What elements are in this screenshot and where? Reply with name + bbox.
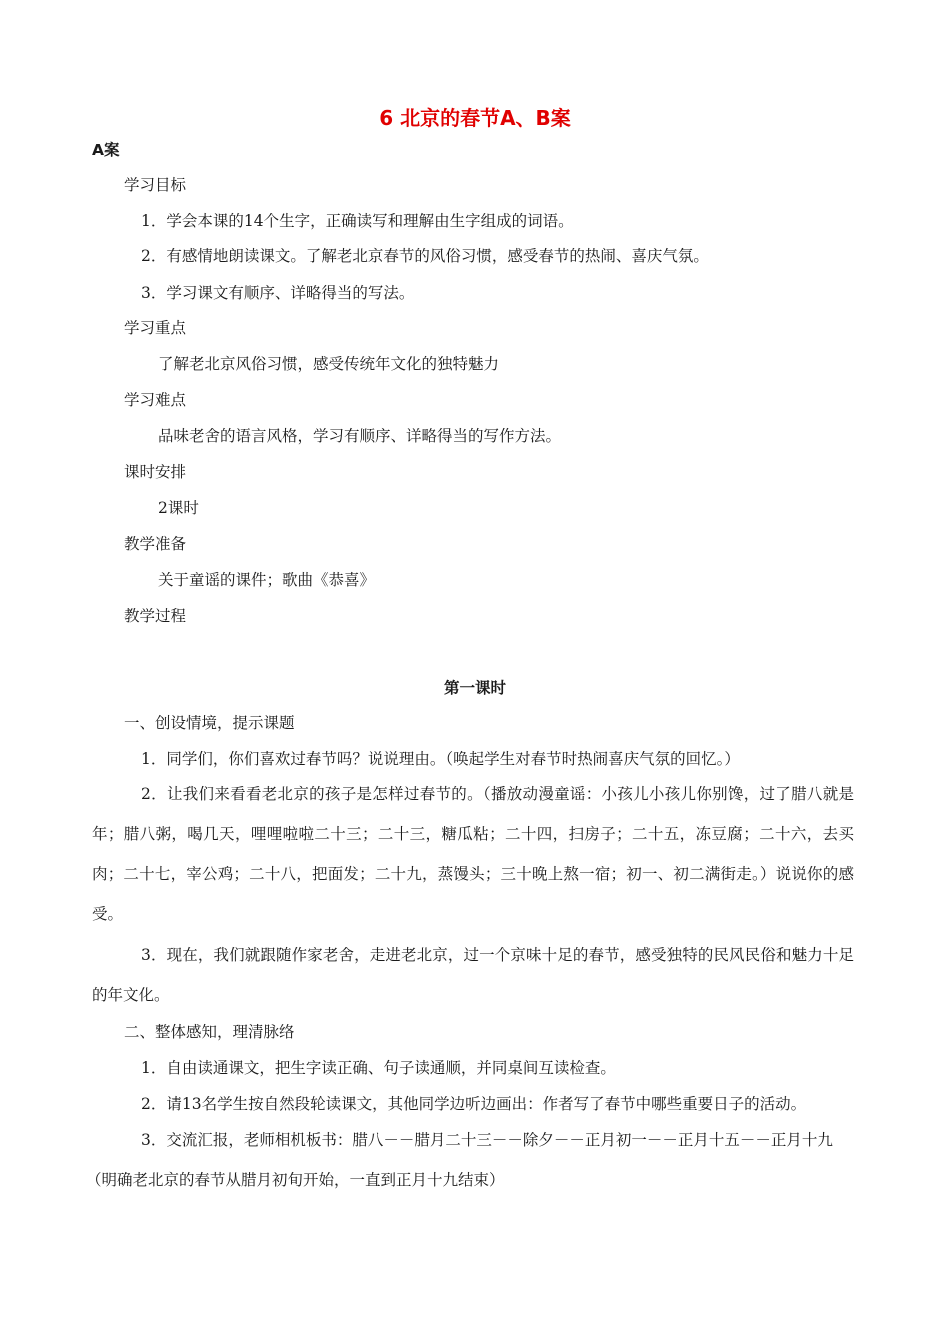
goal-item: 1．学会本课的14个生字，正确读写和理解由生字组成的词语。 [141, 212, 574, 230]
schedule-heading: 课时安排 [124, 463, 187, 481]
goal-item: 2．有感情地朗读课文。了解老北京春节的风俗习惯，感受春节的热闹、喜庆气氛。 [141, 247, 709, 265]
step-item: 3．交流汇报，老师相机板书：腊八－－腊月二十三－－除夕－－正月初一－－正月十五－－正月十九 [141, 1131, 833, 1149]
page-title: 6 北京的春节A、B案 [379, 106, 571, 130]
prep-text: 关于童谣的课件；歌曲《恭喜》 [158, 571, 376, 589]
part-heading: 二、整体感知，理清脉络 [124, 1023, 295, 1041]
goals-heading: 学习目标 [124, 176, 187, 194]
step-item: 1．同学们，你们喜欢过春节吗？说说理由。（唤起学生对春节时热闹喜庆气氛的回忆。） [141, 750, 740, 768]
step-item: 2．让我们来看看老北京的孩子是怎样过春节的。（播放动漫童谣：小孩儿小孩儿你别馋，过了腊八就是年；腊八粥，喝几天，哩哩啦啦二十三；二十三，糖瓜粘；二十四，扫房子；二十五，冻豆腐；二十六，去买肉；二十七，宰公鸡；二十八，把面发；二十九，蒸馒头；三十晚上熬一宿；初一、初二满街走。）说说你的感受。 [92, 785, 854, 923]
difficulty-text: 品味老舍的语言风格，学习有顺序、详略得当的写作方法。 [158, 427, 562, 445]
section-a-heading: A案 [92, 141, 120, 159]
part-heading: 一、创设情境，提示课题 [124, 714, 295, 732]
process-heading: 教学过程 [124, 607, 187, 625]
difficulty-heading: 学习难点 [124, 391, 187, 409]
focus-heading: 学习重点 [124, 319, 187, 337]
lesson-heading: 第一课时 [443, 679, 506, 697]
step-note: （明确老北京的春节从腊月初旬开始，一直到正月十九结束） [86, 1171, 505, 1189]
focus-text: 了解老北京风俗习惯，感受传统年文化的独特魅力 [158, 355, 500, 373]
step-item: 2．请13名学生按自然段轮读课文，其他同学边听边画出：作者写了春节中哪些重要日子的活动。 [141, 1095, 807, 1113]
goal-item: 3．学习课文有顺序、详略得当的写法。 [141, 284, 415, 302]
prep-heading: 教学准备 [124, 535, 187, 553]
step-item: 3．现在，我们就跟随作家老舍，走进老北京，过一个京味十足的春节，感受独特的民风民俗和魅力十足的年文化。 [92, 946, 854, 1004]
step-item: 1．自由读通课文，把生字读正确、句子读通顺，并同桌间互读检查。 [141, 1059, 616, 1077]
schedule-text: 2课时 [158, 499, 199, 517]
